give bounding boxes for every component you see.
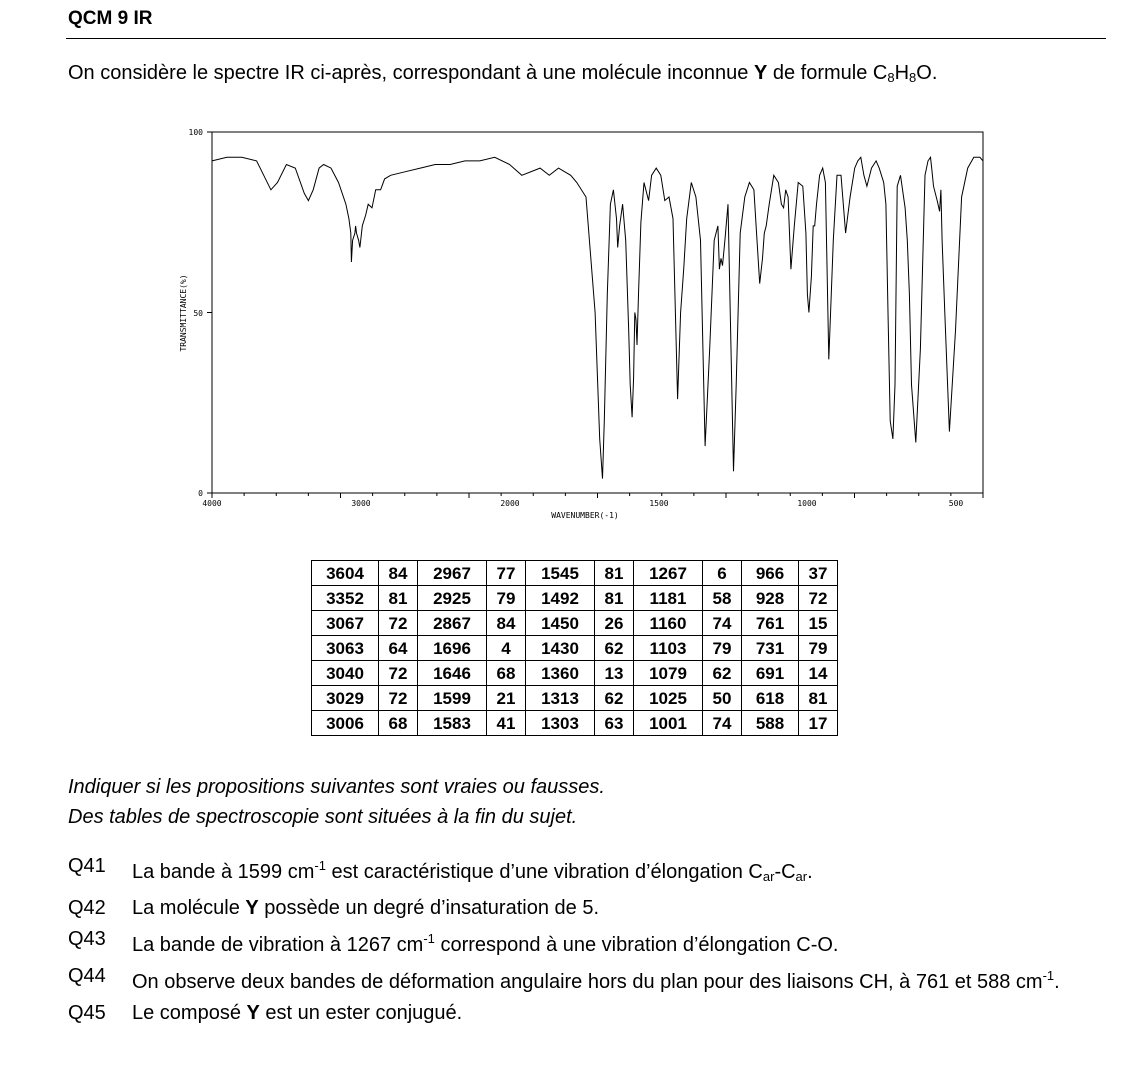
question-q45 — [68, 999, 1092, 1027]
wavenumber-cell: 1001 — [634, 711, 703, 736]
q44-text-b: . — [1054, 971, 1060, 993]
intro-end: O. — [916, 62, 938, 84]
transmittance-cell: 74 — [703, 611, 742, 636]
question-number: Q44 — [68, 965, 106, 987]
table-row — [312, 661, 838, 686]
question-q42 — [68, 894, 1092, 922]
transmittance-cell: 68 — [379, 711, 418, 736]
q41-text-a: La bande à 1599 cm — [132, 861, 315, 883]
wavenumber-cell: 1181 — [634, 586, 703, 611]
question-text — [132, 852, 1092, 891]
transmittance-cell: 62 — [595, 636, 634, 661]
intro-middle: de formule C — [767, 62, 888, 84]
intro-before: On considère le spectre IR ci-après, correspondant à une molécule inconnue — [68, 62, 754, 84]
question-q44 — [68, 962, 1092, 996]
transmittance-cell: 79 — [799, 636, 838, 661]
q43-superscript: -1 — [423, 931, 435, 946]
wavenumber-cell: 3352 — [312, 586, 379, 611]
question-text — [132, 925, 1092, 959]
transmittance-cell: 79 — [703, 636, 742, 661]
q42-text-a: La molécule — [132, 897, 246, 919]
peak-table — [311, 560, 838, 736]
wavenumber-cell: 1583 — [418, 711, 487, 736]
q41-text-d: . — [807, 861, 813, 883]
y-axis-label: TRANSMITTANCE(%) — [179, 274, 188, 352]
wavenumber-cell: 1430 — [526, 636, 595, 661]
q42-molecule-label: Y — [245, 897, 259, 919]
question-text — [132, 894, 1092, 922]
table-row — [312, 686, 838, 711]
wavenumber-cell: 2867 — [418, 611, 487, 636]
peak-table-body — [312, 561, 838, 736]
wavenumber-cell: 966 — [742, 561, 799, 586]
transmittance-cell: 58 — [703, 586, 742, 611]
y-tick-100: 100 — [188, 128, 203, 137]
wavenumber-cell: 1313 — [526, 686, 595, 711]
wavenumber-cell: 1599 — [418, 686, 487, 711]
transmittance-cell: 50 — [703, 686, 742, 711]
question-number: Q43 — [68, 928, 106, 950]
wavenumber-cell: 1450 — [526, 611, 595, 636]
q45-molecule-label: Y — [246, 1002, 260, 1024]
x-tick-1000: 1000 — [797, 499, 817, 508]
wavenumber-cell: 1360 — [526, 661, 595, 686]
question-text — [132, 999, 1092, 1027]
page-title: QCM 9 IR — [68, 8, 153, 29]
ir-spectrum-chart — [175, 125, 990, 525]
wavenumber-cell: 2925 — [418, 586, 487, 611]
title-underline — [66, 38, 1106, 39]
wavenumber-cell: 1103 — [634, 636, 703, 661]
transmittance-cell: 26 — [595, 611, 634, 636]
q41-superscript: -1 — [314, 858, 326, 873]
formula-subscript-c: 8 — [887, 70, 895, 85]
wavenumber-cell: 1303 — [526, 711, 595, 736]
wavenumber-cell: 761 — [742, 611, 799, 636]
molecule-label: Y — [753, 62, 768, 84]
wavenumber-cell: 691 — [742, 661, 799, 686]
question-number: Q42 — [68, 897, 106, 919]
wavenumber-cell: 1492 — [526, 586, 595, 611]
q43-text-a: La bande de vibration à 1267 cm — [132, 934, 424, 956]
wavenumber-cell: 1646 — [418, 661, 487, 686]
transmittance-cell: 62 — [595, 686, 634, 711]
wavenumber-cell: 3063 — [312, 636, 379, 661]
question-q41 — [68, 852, 1092, 891]
question-number: Q45 — [68, 1002, 106, 1024]
question-text — [132, 962, 1092, 996]
wavenumber-cell: 3604 — [312, 561, 379, 586]
transmittance-cell: 81 — [799, 686, 838, 711]
x-axis-label: WAVENUMBER(-1) — [551, 511, 619, 520]
spectrum-line — [212, 157, 983, 478]
wavenumber-cell: 3029 — [312, 686, 379, 711]
transmittance-cell: 41 — [487, 711, 526, 736]
question-q43 — [68, 925, 1092, 959]
table-row — [312, 561, 838, 586]
transmittance-cell: 63 — [595, 711, 634, 736]
transmittance-cell: 84 — [379, 561, 418, 586]
q41-text-b: est caractéristique d’une vibration d’élongation C — [325, 861, 763, 883]
transmittance-cell: 74 — [703, 711, 742, 736]
transmittance-cell: 84 — [487, 611, 526, 636]
transmittance-cell: 64 — [379, 636, 418, 661]
formula-h: H — [894, 62, 910, 84]
transmittance-cell: 17 — [799, 711, 838, 736]
question-list — [68, 852, 1092, 1030]
transmittance-cell: 21 — [487, 686, 526, 711]
intro-text — [68, 62, 937, 85]
table-row — [312, 636, 838, 661]
q41-text-c: -C — [774, 861, 796, 883]
transmittance-cell: 81 — [595, 586, 634, 611]
transmittance-cell: 77 — [487, 561, 526, 586]
transmittance-cell: 13 — [595, 661, 634, 686]
x-tick-4000: 4000 — [202, 499, 222, 508]
wavenumber-cell: 3067 — [312, 611, 379, 636]
transmittance-cell: 14 — [799, 661, 838, 686]
formula-subscript-h: 8 — [909, 70, 917, 85]
transmittance-cell: 6 — [703, 561, 742, 586]
transmittance-cell: 81 — [379, 586, 418, 611]
q43-text-b: correspond à une vibration d’élongation C-O. — [434, 934, 839, 956]
wavenumber-cell: 731 — [742, 636, 799, 661]
q45-text-a: Le composé — [132, 1002, 247, 1024]
wavenumber-cell: 618 — [742, 686, 799, 711]
instruction-line-2: Des tables de spectroscopie sont situées à la fin du sujet. — [68, 806, 578, 828]
table-row — [312, 711, 838, 736]
x-tick-2000: 2000 — [500, 499, 520, 508]
wavenumber-cell: 1160 — [634, 611, 703, 636]
x-tick-1500: 1500 — [649, 499, 669, 508]
transmittance-cell: 72 — [379, 686, 418, 711]
q44-text-a: On observe deux bandes de déformation angulaire hors du plan pour des liaisons CH, à 761 et 588 cm — [132, 971, 1043, 993]
q41-subscript-2: ar — [795, 869, 808, 884]
wavenumber-cell: 1267 — [634, 561, 703, 586]
y-tick-50: 50 — [193, 309, 203, 318]
x-tick-500: 500 — [948, 499, 964, 508]
transmittance-cell: 4 — [487, 636, 526, 661]
wavenumber-cell: 1545 — [526, 561, 595, 586]
transmittance-cell: 68 — [487, 661, 526, 686]
wavenumber-cell: 3006 — [312, 711, 379, 736]
q41-subscript-1: ar — [762, 869, 775, 884]
transmittance-cell: 62 — [703, 661, 742, 686]
transmittance-cell: 72 — [379, 661, 418, 686]
q42-text-b: possède un degré d’insaturation de 5. — [258, 897, 599, 919]
wavenumber-cell: 1025 — [634, 686, 703, 711]
x-tick-3000: 3000 — [351, 499, 371, 508]
y-tick-0: 0 — [198, 489, 203, 498]
question-number: Q41 — [68, 855, 106, 877]
table-row — [312, 611, 838, 636]
table-row — [312, 586, 838, 611]
transmittance-cell: 15 — [799, 611, 838, 636]
wavenumber-cell: 1079 — [634, 661, 703, 686]
wavenumber-cell: 588 — [742, 711, 799, 736]
q44-superscript: -1 — [1042, 968, 1055, 983]
transmittance-cell: 37 — [799, 561, 838, 586]
wavenumber-cell: 2967 — [418, 561, 487, 586]
wavenumber-cell: 1696 — [418, 636, 487, 661]
transmittance-cell: 72 — [799, 586, 838, 611]
wavenumber-cell: 3040 — [312, 661, 379, 686]
instruction-line-1: Indiquer si les propositions suivantes sont vraies ou fausses. — [68, 776, 605, 798]
instructions — [68, 772, 605, 832]
wavenumber-cell: 928 — [742, 586, 799, 611]
transmittance-cell: 79 — [487, 586, 526, 611]
q45-text-b: est un ester conjugué. — [259, 1002, 463, 1024]
transmittance-cell: 81 — [595, 561, 634, 586]
transmittance-cell: 72 — [379, 611, 418, 636]
